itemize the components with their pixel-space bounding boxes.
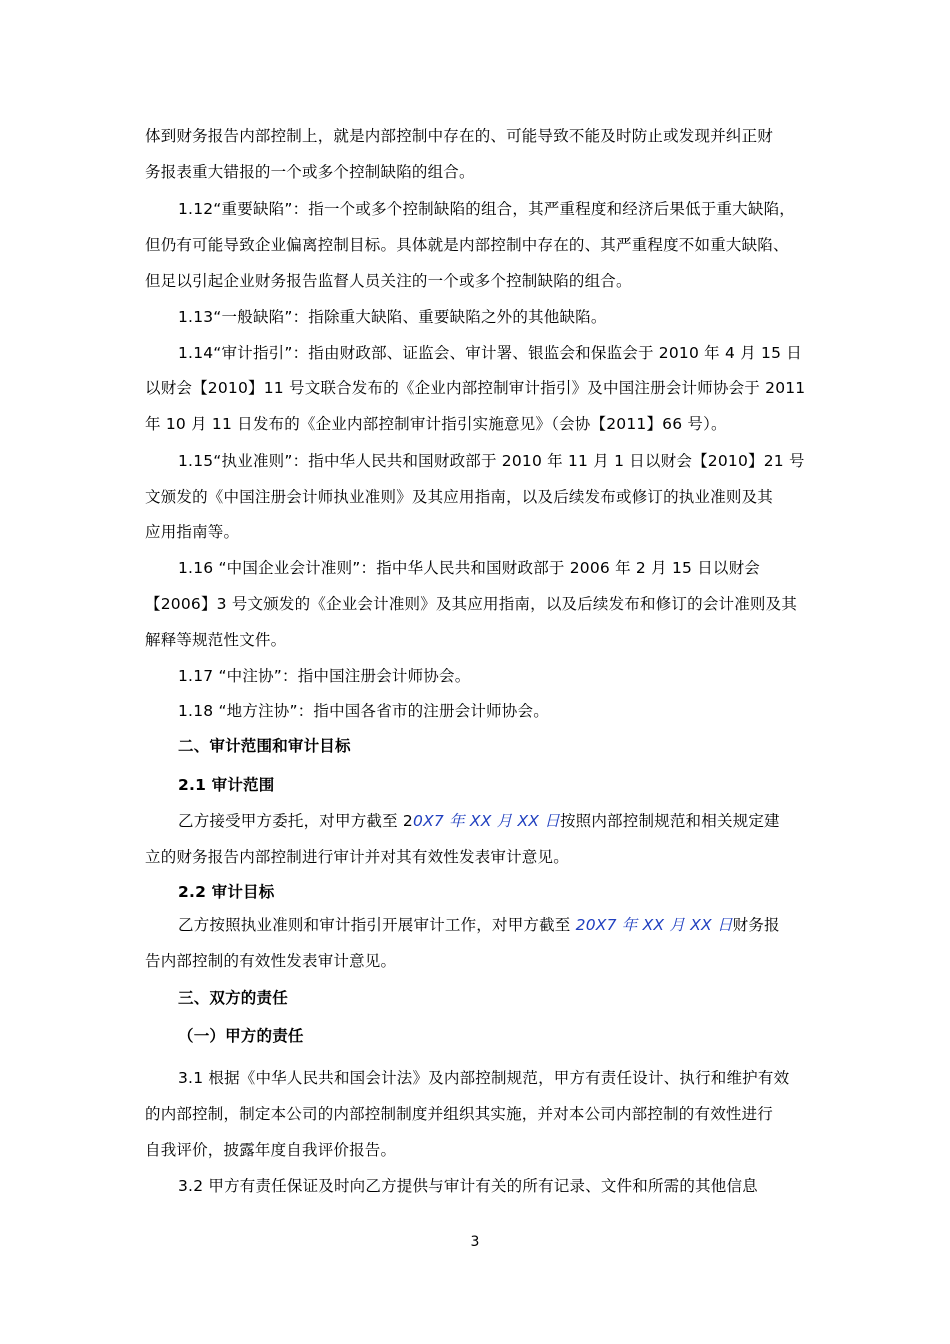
body-line: 但仍有可能导致企业偏离控制目标。具体就是内部控制中存在的、其严重程度不如重大缺陷、 <box>145 236 789 254</box>
clause-1-18: 1.18 “地方注协”：指中国各省市的注册会计师协会。 <box>178 702 549 720</box>
section-heading-3: 三、双方的责任 <box>178 989 288 1007</box>
body-line: 应用指南等。 <box>145 523 240 541</box>
section-heading-2: 二、审计范围和审计目标 <box>178 737 351 755</box>
clause-1-12: 1.12“重要缺陷”：指一个或多个控制缺陷的组合，其严重程度和经济后果低于重大缺陷， <box>178 200 795 218</box>
subheading-2-2: 2.2 审计目标 <box>178 883 275 901</box>
clause-1-13: 1.13“一般缺陷”：指除重大缺陷、重要缺陷之外的其他缺陷。 <box>178 308 607 326</box>
target-date-placeholder: 20X7 年 XX 月 XX 日 <box>575 916 733 934</box>
body-line: 解释等规范性文件。 <box>145 631 287 649</box>
page-number: 3 <box>470 1234 480 1250</box>
body-line: 但足以引起企业财务报告监督人员关注的一个或多个控制缺陷的组合。 <box>145 272 632 290</box>
target-text-after: 财务报 <box>732 916 780 934</box>
clause-1-16: 1.16 “中国企业会计准则”：指中华人民共和国财政部于 2006 年 2 月 15 日以财会 <box>178 559 760 577</box>
body-line: 务报表重大错报的一个或多个控制缺陷的组合。 <box>145 163 475 181</box>
scope-text-after: 按照内部控制规范和相关规定建 <box>559 812 780 830</box>
body-line: 自我评价，披露年度自我评价报告。 <box>145 1141 397 1159</box>
clause-1-15: 1.15“执业准则”：指中华人民共和国财政部于 2010 年 11 月 1 日以财会【2010】21 号 <box>178 452 805 470</box>
body-line: 以财会【2010】11 号文联合发布的《企业内部控制审计指引》及中国注册会计师协会于 2011 <box>145 379 806 397</box>
scope-date-placeholder: 0X7 年 XX 月 XX 日 <box>413 812 560 830</box>
body-line: 体到财务报告内部控制上，就是内部控制中存在的、可能导致不能及时防止或发现并纠正财 <box>145 127 774 145</box>
body-line: 的内部控制，制定本公司的内部控制制度并组织其实施，并对本公司内部控制的有效性进行 <box>145 1105 774 1123</box>
subheading-party-a: （一）甲方的责任 <box>178 1027 304 1045</box>
body-line: 告内部控制的有效性发表审计意见。 <box>145 952 397 970</box>
clause-3-1: 3.1 根据《中华人民共和国会计法》及内部控制规范，甲方有责任设计、执行和维护有效 <box>178 1069 790 1087</box>
clause-1-14: 1.14“审计指引”：指由财政部、证监会、审计署、银监会和保监会于 2010 年 4 月 15 日 <box>178 344 802 362</box>
body-line: 文颁发的《中国注册会计师执业准则》及其应用指南，以及后续发布或修订的执业准则及其 <box>145 488 774 506</box>
target-line <box>178 915 810 935</box>
clause-3-2: 3.2 甲方有责任保证及时向乙方提供与审计有关的所有记录、文件和所需的其他信息 <box>178 1177 758 1195</box>
target-text-before: 乙方按照执业准则和审计指引开展审计工作，对甲方截至 <box>178 916 576 934</box>
clause-1-17: 1.17 “中注协”：指中国注册会计师协会。 <box>178 667 471 685</box>
subheading-2-1: 2.1 审计范围 <box>178 776 275 794</box>
body-line: 立的财务报告内部控制进行审计并对其有效性发表审计意见。 <box>145 848 569 866</box>
scope-line <box>178 811 810 831</box>
body-line: 【2006】3 号文颁发的《企业会计准则》及其应用指南，以及后续发布和修订的会计准则及其 <box>145 595 798 613</box>
body-line: 年 10 月 11 日发布的《企业内部控制审计指引实施意见》（会协【2011】66 号）。 <box>145 415 727 433</box>
scope-text-before: 乙方接受甲方委托，对甲方截至 2 <box>178 812 413 830</box>
